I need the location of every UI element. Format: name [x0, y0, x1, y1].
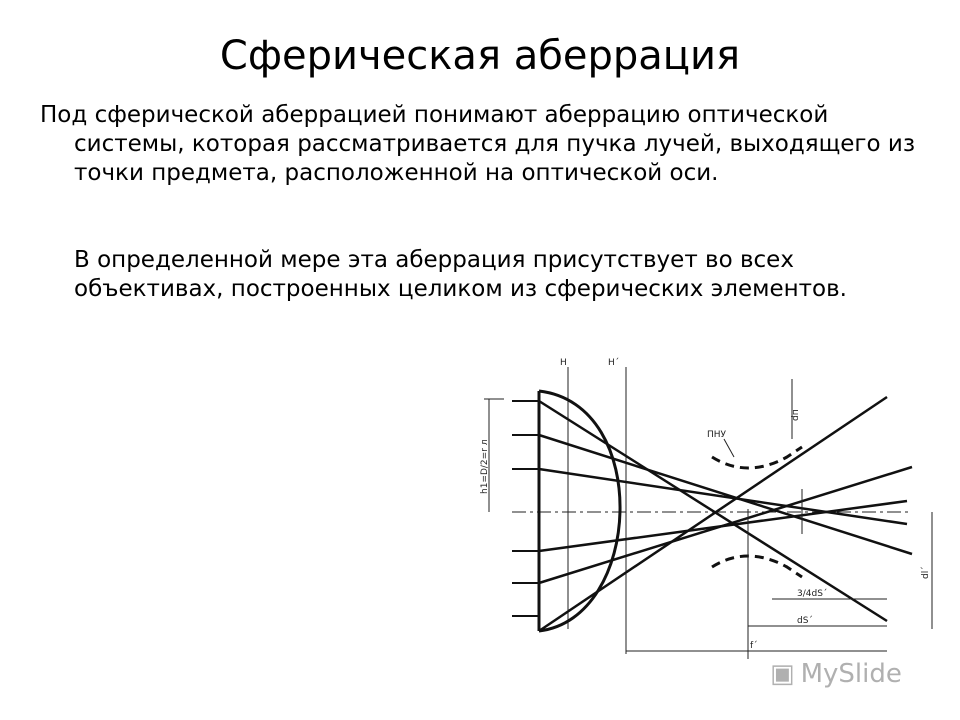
label-h-prime: H´	[608, 358, 620, 368]
spherical-aberration-diagram	[442, 329, 934, 684]
label-f: f´	[750, 641, 758, 651]
label-dp: dп	[791, 409, 801, 421]
caustic-upper	[712, 447, 802, 468]
label-dl: dl´	[921, 566, 931, 579]
incoming-rays	[512, 401, 539, 616]
watermark	[770, 658, 902, 690]
label-height: h1=D/2=r л	[480, 439, 490, 494]
paragraph-presence: В определенной мере эта аберрация присутствует во всех объективах, построенных целиком из сферических элементов.	[74, 247, 847, 302]
diagram-svg	[442, 329, 934, 684]
label-three-quarter: 3/4dS´	[797, 589, 828, 599]
watermark-text: MySlide	[800, 659, 902, 689]
label-ds: dS´	[797, 616, 813, 626]
paragraph-definition: Под сферической аберрацией понимают аберрацию оптической системы, которая рассматривается для пучка лучей, выходящего из точки предмета, расположенной на оптической оси.	[40, 102, 916, 186]
slide-title: Сферическая аберрация	[219, 33, 741, 79]
label-h: H	[560, 358, 567, 368]
label-pnu: ПНУ	[707, 430, 727, 440]
projector-icon: ▣	[770, 659, 795, 689]
